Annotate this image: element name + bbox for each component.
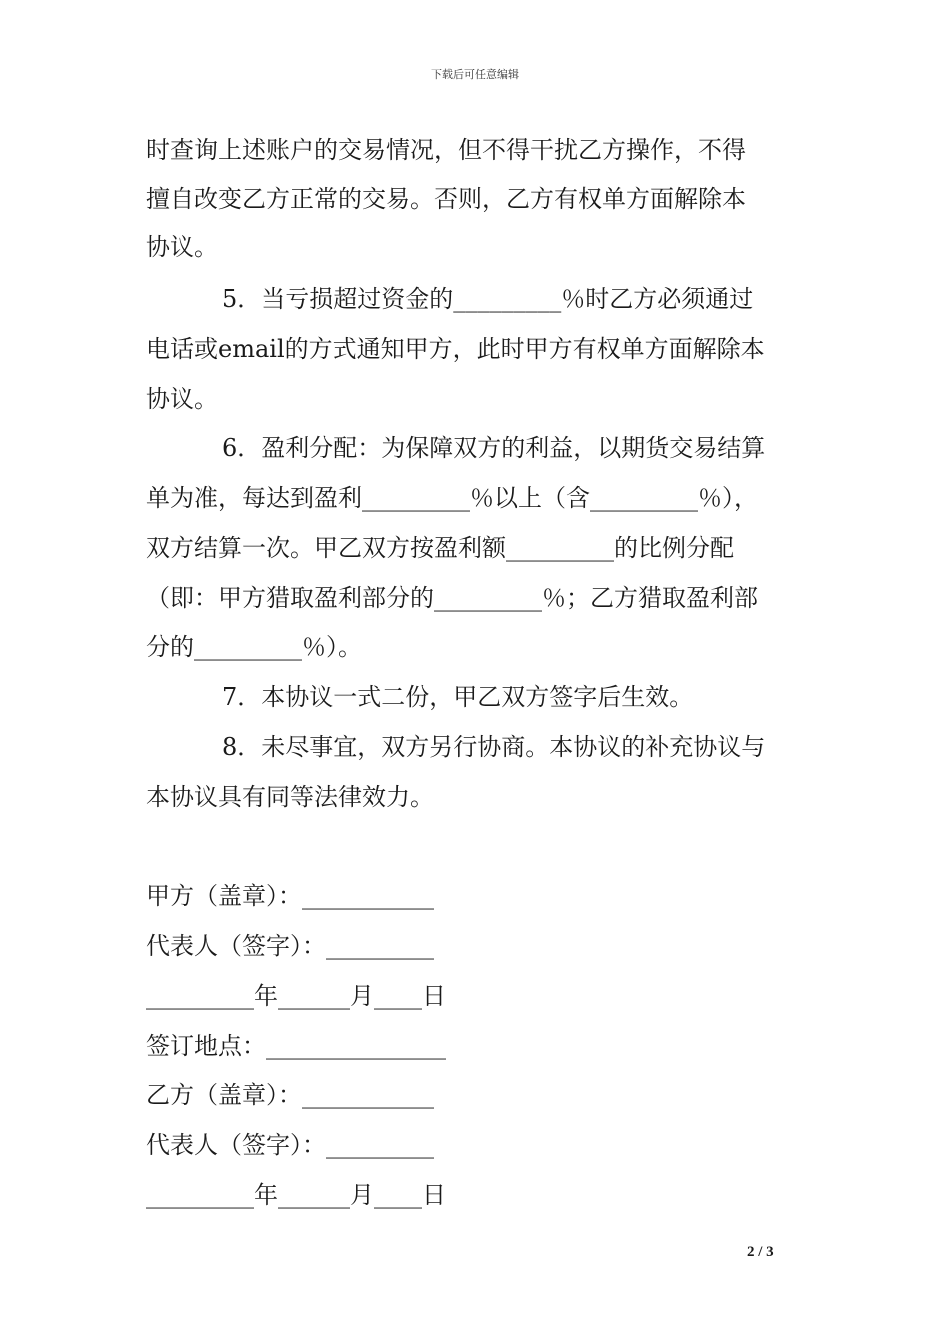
clause-6-line-2: 单为准，每达到盈利_________％以上（含_________％）， xyxy=(146,484,758,512)
party-a-seal: 甲方（盖章）：___________ xyxy=(146,882,434,910)
clause-8-line-2: 本协议具有同等法律效力。 xyxy=(146,783,434,811)
clause-6-line-1: 6．盈利分配：为保障双方的利益，以期货交易结算 xyxy=(222,434,766,462)
party-a-date: _________年______月____日 xyxy=(146,982,446,1010)
header-note: 下载后可任意编辑 xyxy=(431,68,519,81)
clause-4-line-2: 擅自改变乙方正常的交易。否则，乙方有权单方面解除本 xyxy=(146,185,746,213)
clause-6-line-5: 分的_________％）。 xyxy=(146,633,362,661)
party-b-date: _________年______月____日 xyxy=(146,1181,446,1209)
clause-8-line-1: 8．未尽事宜，双方另行协商。本协议的补充协议与 xyxy=(222,733,766,761)
clause-4-line-1: 时查询上述账户的交易情况，但不得干扰乙方操作，不得 xyxy=(146,136,746,164)
party-a-representative: 代表人（签字）：_________ xyxy=(146,932,434,960)
signing-location: 签订地点：_______________ xyxy=(146,1032,446,1060)
clause-4-line-3: 协议。 xyxy=(146,233,218,261)
clause-7-line-1: 7．本协议一式二份，甲乙双方签字后生效。 xyxy=(222,683,694,711)
clause-5-line-3: 协议。 xyxy=(146,385,218,413)
party-b-seal: 乙方（盖章）：___________ xyxy=(146,1081,434,1109)
party-b-representative: 代表人（签字）：_________ xyxy=(146,1131,434,1159)
clause-5-line-2: 电话或email的方式通知甲方，此时甲方有权单方面解除本 xyxy=(146,335,765,363)
clause-6-line-4: （即：甲方猎取盈利部分的_________％；乙方猎取盈利部 xyxy=(146,584,758,612)
clause-6-line-3: 双方结算一次。甲乙双方按盈利额_________的比例分配 xyxy=(146,534,734,562)
clause-5-line-1: 5．当亏损超过资金的_________％时乙方必须通过 xyxy=(222,285,754,313)
page-number: 2 / 3 xyxy=(747,1244,774,1260)
